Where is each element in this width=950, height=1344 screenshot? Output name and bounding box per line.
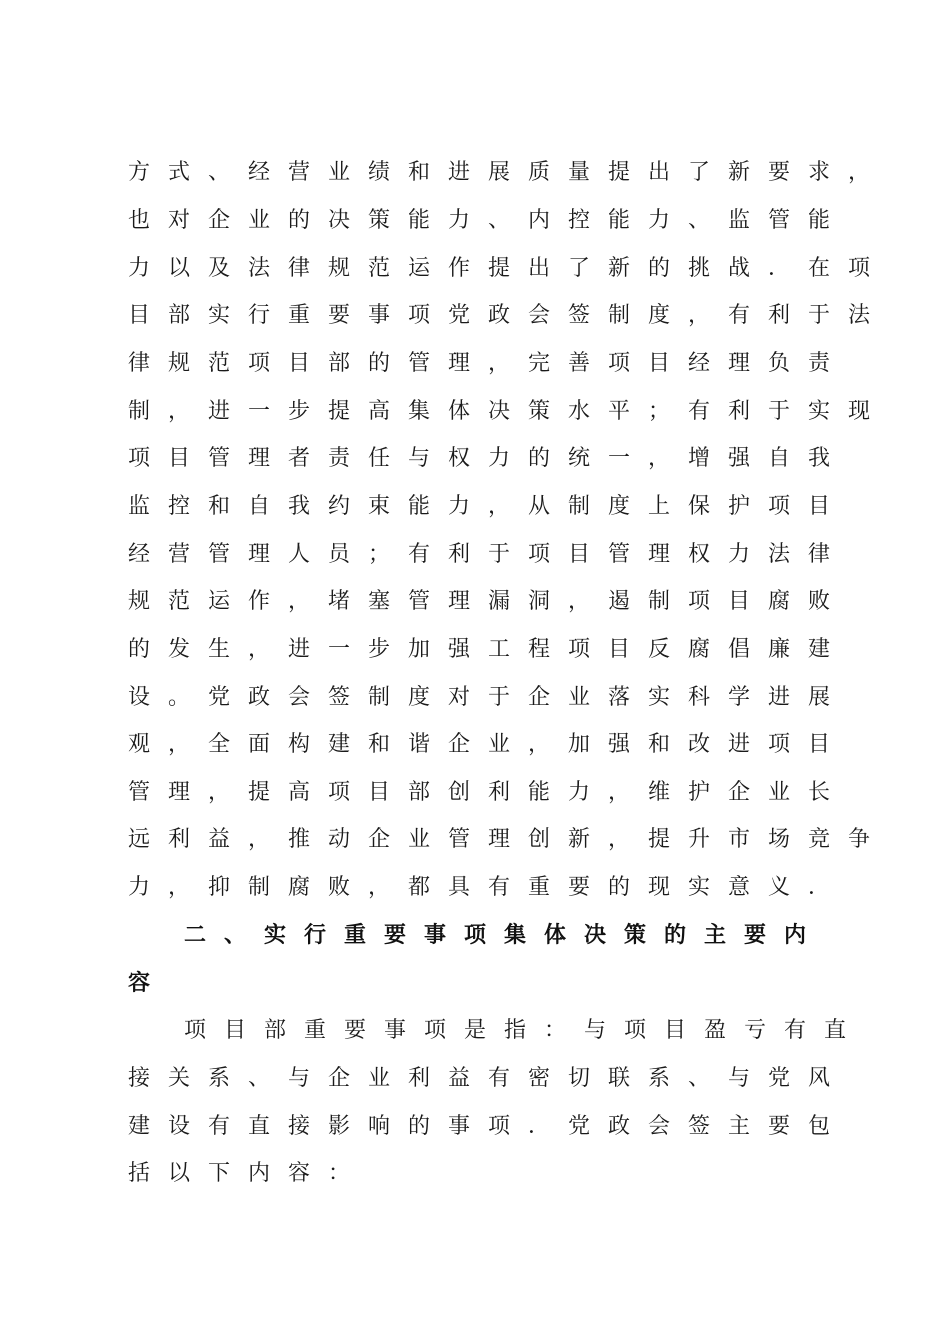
body-line-7: 项目管理者责任与权力的统一，增强自我 (128, 446, 849, 471)
body-line-3: 力以及法律规范运作提出了新的挑战．在项 (128, 256, 889, 281)
body-line-14: 管理，提高项目部创利能力，维护企业长 (128, 780, 849, 805)
paragraph2-line-1: 项目部重要事项是指：与项目盈亏有直 (184, 1018, 865, 1043)
paragraph2-line-4: 括以下内容： (128, 1161, 369, 1186)
body-line-2: 也对企业的决策能力、内控能力、监管能 (128, 208, 849, 233)
body-line-11: 的发生，进一步加强工程项目反腐倡廉建 (128, 637, 849, 662)
body-line-4: 目部实行重要事项党政会签制度，有利于法 (128, 303, 889, 328)
paragraph2-line-2: 接关系、与企业利益有密切联系、与党风 (128, 1066, 849, 1091)
body-line-9: 经营管理人员；有利于项目管理权力法律 (128, 542, 849, 567)
body-line-6: 制，进一步提高集体决策水平；有利于实现 (128, 399, 889, 424)
body-line-10: 规范运作，堵塞管理漏洞，遏制项目腐败 (128, 589, 849, 614)
body-line-15: 远利益，推动企业管理创新，提升市场竞争 (128, 827, 889, 852)
body-line-5: 律规范项目部的管理，完善项目经理负责 (128, 351, 849, 376)
paragraph2-line-3: 建设有直接影响的事项．党政会签主要包 (128, 1114, 849, 1139)
section-heading-continued: 容 (128, 971, 169, 996)
body-line-13: 观，全面构建和谐企业，加强和改进项目 (128, 732, 849, 757)
section-heading: 二、实行重要事项集体决策的主要内 (184, 923, 825, 948)
body-line-8: 监控和自我约束能力，从制度上保护项目 (128, 494, 849, 519)
body-line-16: 力，抑制腐败，都具有重要的现实意义． (128, 875, 849, 900)
body-line-12: 设。党政会签制度对于企业落实科学进展 (128, 685, 849, 710)
body-line-1: 方式、经营业绩和进展质量提出了新要求， (128, 160, 889, 185)
